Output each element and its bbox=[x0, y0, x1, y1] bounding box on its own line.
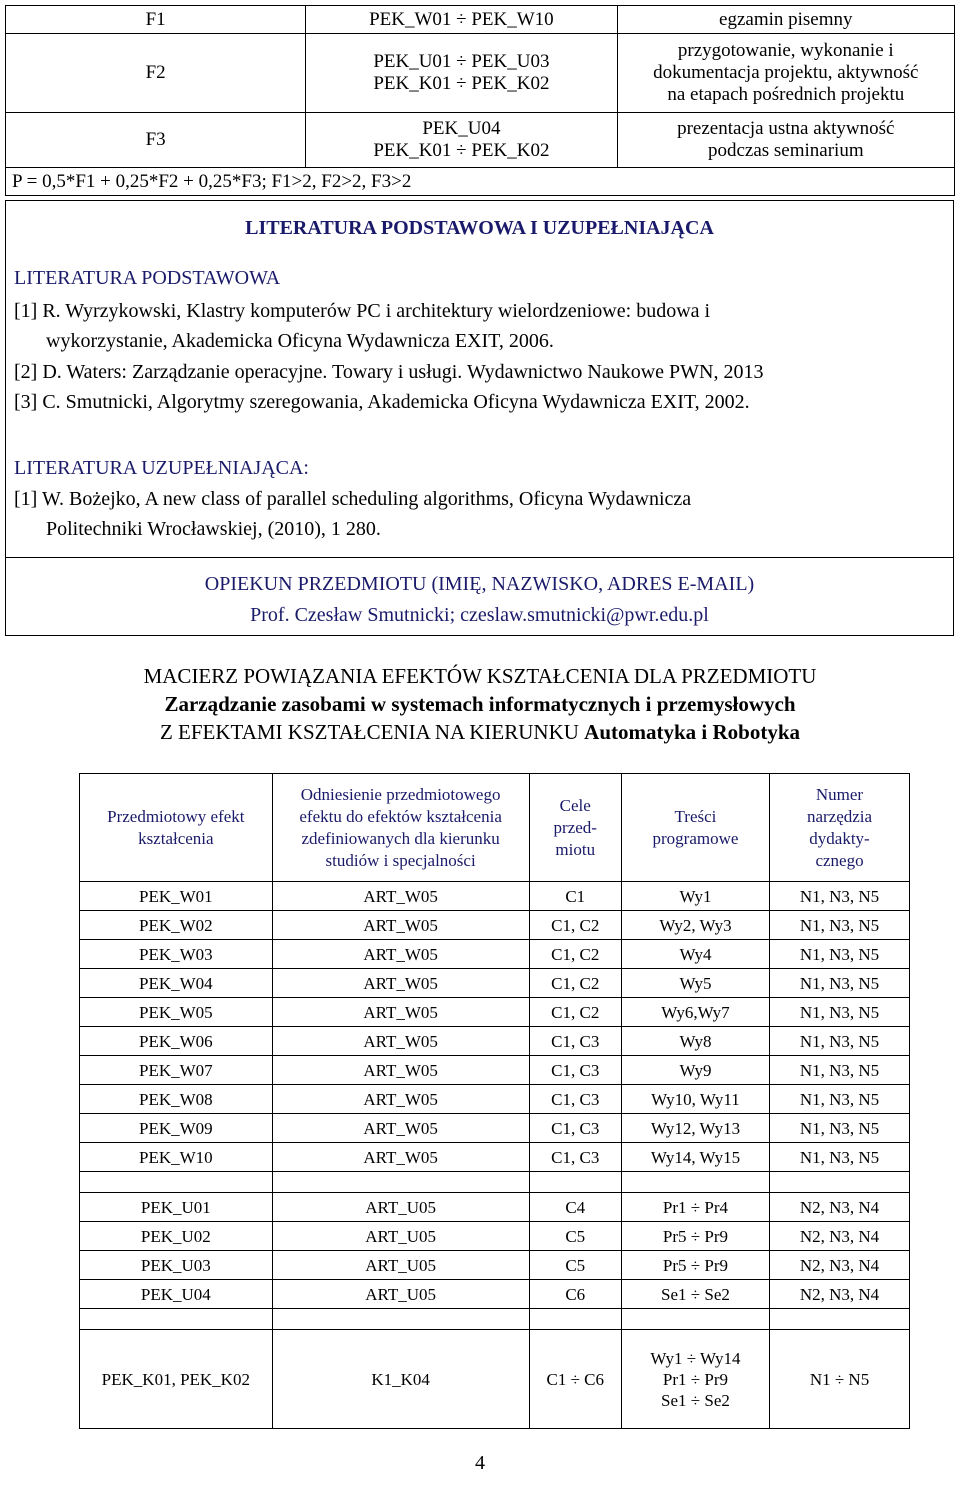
grading-method: przygotowanie, wykonanie i dokumentacja projektu, aktywność na etapach pośrednich projektu bbox=[617, 34, 954, 113]
literature-item: [1] R. Wyrzykowski, Klastry komputerów PC i architektury wielordzeniowe: budowa i wykorzystanie, Akademicka Oficyna Wydawnicza EXIT, 2006. bbox=[14, 300, 711, 352]
basic-literature-title: LITERATURA PODSTAWOWA bbox=[14, 267, 281, 289]
table-cell: C1, C3 bbox=[529, 1056, 621, 1085]
grading-label: F2 bbox=[6, 34, 306, 113]
table-cell: C1 bbox=[529, 882, 621, 911]
table-row bbox=[80, 940, 910, 969]
table-cell: N1, N3, N5 bbox=[770, 911, 910, 940]
table-row bbox=[80, 969, 910, 998]
supplementary-literature-title: LITERATURA UZUPEŁNIAJĄCA: bbox=[14, 457, 309, 479]
table-row bbox=[80, 1085, 910, 1114]
table-cell: PEK_W06 bbox=[80, 1027, 273, 1056]
table-cell: PEK_W04 bbox=[80, 969, 273, 998]
literature-item: [2] D. Waters: Zarządzanie operacyjne. Towary i usługi. Wydawnictwo Naukowe PWN, 2013 bbox=[14, 361, 764, 383]
table-cell: N1 ÷ N5 bbox=[770, 1330, 910, 1429]
grading-row bbox=[6, 6, 955, 34]
table-cell: Wy8 bbox=[621, 1027, 769, 1056]
matrix-title: MACIERZ POWIĄZANIA EFEKTÓW KSZTAŁCENIA DLA PRZEDMIOTU bbox=[143, 664, 817, 688]
table-cell: N1, N3, N5 bbox=[770, 882, 910, 911]
divider bbox=[6, 557, 953, 558]
table-cell: N1, N3, N5 bbox=[770, 998, 910, 1027]
table-cell: PEK_W05 bbox=[80, 998, 273, 1027]
table-cell: Wy10, Wy11 bbox=[621, 1085, 769, 1114]
table-cell: C1, C3 bbox=[529, 1114, 621, 1143]
table-cell: Wy2, Wy3 bbox=[621, 911, 769, 940]
literature-title: LITERATURA PODSTAWOWA I UZUPEŁNIAJĄCA bbox=[245, 217, 714, 239]
spacer-row bbox=[80, 1172, 910, 1193]
table-cell: ART_U05 bbox=[272, 1251, 529, 1280]
table-cell: Wy6,Wy7 bbox=[621, 998, 769, 1027]
table-cell: N2, N3, N4 bbox=[770, 1251, 910, 1280]
column-header: Numer narzędzia dydakty- cznego bbox=[770, 774, 910, 882]
guardian-title: OPIEKUN PRZEDMIOTU (IMIĘ, NAZWISKO, ADRES E-MAIL) bbox=[204, 573, 755, 595]
table-cell: ART_W05 bbox=[272, 940, 529, 969]
table-cell: Pr5 ÷ Pr9 bbox=[621, 1222, 769, 1251]
table-cell: N1, N3, N5 bbox=[770, 1143, 910, 1172]
grading-row bbox=[6, 34, 955, 113]
table-cell: ART_W05 bbox=[272, 1143, 529, 1172]
table-cell: PEK_W01 bbox=[80, 882, 273, 911]
table-cell: ART_W05 bbox=[272, 911, 529, 940]
column-header: Treści programowe bbox=[621, 774, 769, 882]
table-cell: C1, C2 bbox=[529, 969, 621, 998]
table-row bbox=[80, 1193, 910, 1222]
matrix-header-row bbox=[80, 774, 910, 882]
course-name: Zarządzanie zasobami w systemach informatycznych i przemysłowych bbox=[164, 692, 796, 716]
table-cell: C1, C2 bbox=[529, 940, 621, 969]
table-cell: Wy4 bbox=[621, 940, 769, 969]
table-cell: C5 bbox=[529, 1222, 621, 1251]
effects-matrix-table bbox=[79, 773, 910, 1429]
table-cell: C1, C3 bbox=[529, 1085, 621, 1114]
table-row bbox=[80, 1280, 910, 1309]
guardian-contact: Prof. Czesław Smutnicki; czeslaw.smutnicki@pwr.edu.pl bbox=[250, 604, 709, 626]
table-cell: K1_K04 bbox=[272, 1330, 529, 1429]
table-cell: PEK_U02 bbox=[80, 1222, 273, 1251]
table-cell: PEK_W08 bbox=[80, 1085, 273, 1114]
table-cell: ART_W05 bbox=[272, 1056, 529, 1085]
table-cell: PEK_K01, PEK_K02 bbox=[80, 1330, 273, 1429]
table-cell: PEK_U04 bbox=[80, 1280, 273, 1309]
table-row bbox=[80, 998, 910, 1027]
table-cell: N1, N3, N5 bbox=[770, 969, 910, 998]
table-cell: ART_W05 bbox=[272, 969, 529, 998]
table-cell: ART_U05 bbox=[272, 1280, 529, 1309]
table-cell: Wy12, Wy13 bbox=[621, 1114, 769, 1143]
table-cell: Wy5 bbox=[621, 969, 769, 998]
grading-formula: P = 0,5*F1 + 0,25*F2 + 0,25*F3; F1>2, F2>2, F3>2 bbox=[6, 168, 955, 196]
page-number: 4 bbox=[475, 1452, 485, 1474]
table-cell: Pr1 ÷ Pr4 bbox=[621, 1193, 769, 1222]
table-cell: ART_U05 bbox=[272, 1193, 529, 1222]
table-cell: ART_W05 bbox=[272, 1114, 529, 1143]
table-cell: PEK_U03 bbox=[80, 1251, 273, 1280]
table-row bbox=[80, 1056, 910, 1085]
table-cell: N1, N3, N5 bbox=[770, 940, 910, 969]
table-cell: Wy9 bbox=[621, 1056, 769, 1085]
table-cell: C5 bbox=[529, 1251, 621, 1280]
field-of-study: Z EFEKTAMI KSZTAŁCENIA NA KIERUNKU Automatyka i Robotyka bbox=[159, 720, 801, 744]
grading-method: egzamin pisemny bbox=[617, 6, 954, 34]
literature-section bbox=[5, 200, 954, 636]
table-cell: C4 bbox=[529, 1193, 621, 1222]
spacer-row bbox=[80, 1309, 910, 1330]
grading-method: prezentacja ustna aktywność podczas seminarium bbox=[617, 113, 954, 168]
table-cell: ART_W05 bbox=[272, 1027, 529, 1056]
table-cell: C1, C2 bbox=[529, 911, 621, 940]
table-cell: Wy1 bbox=[621, 882, 769, 911]
table-cell: C1, C3 bbox=[529, 1027, 621, 1056]
table-cell: ART_W05 bbox=[272, 1085, 529, 1114]
table-cell: PEK_U01 bbox=[80, 1193, 273, 1222]
knowledge-rows bbox=[80, 882, 910, 1172]
grading-table bbox=[5, 5, 955, 196]
table-cell: PEK_W09 bbox=[80, 1114, 273, 1143]
table-cell: PEK_W10 bbox=[80, 1143, 273, 1172]
table-cell: N2, N3, N4 bbox=[770, 1193, 910, 1222]
table-cell: C6 bbox=[529, 1280, 621, 1309]
table-cell: N1, N3, N5 bbox=[770, 1027, 910, 1056]
table-cell: PEK_W07 bbox=[80, 1056, 273, 1085]
table-cell: N1, N3, N5 bbox=[770, 1085, 910, 1114]
grading-label: F3 bbox=[6, 113, 306, 168]
literature-item: [1] W. Bożejko, A new class of parallel scheduling algorithms, Oficyna Wydawnicza Politechniki Wrocławskiej, (2010), 1 280. bbox=[14, 488, 692, 540]
table-cell: ART_W05 bbox=[272, 882, 529, 911]
grading-label: F1 bbox=[6, 6, 306, 34]
grading-formula-row bbox=[6, 168, 955, 196]
literature-item: [3] C. Smutnicki, Algorytmy szeregowania, Akademicka Oficyna Wydawnicza EXIT, 2002. bbox=[14, 391, 750, 413]
column-header: Odniesienie przedmiotowego efektu do efektów kształcenia zdefiniowanych dla kierunku studiów i specjalności bbox=[272, 774, 529, 882]
grading-effects: PEK_W01 ÷ PEK_W10 bbox=[306, 6, 617, 34]
table-cell: N2, N3, N4 bbox=[770, 1280, 910, 1309]
table-row bbox=[80, 1222, 910, 1251]
table-cell: PEK_W03 bbox=[80, 940, 273, 969]
column-header: Cele przed- miotu bbox=[529, 774, 621, 882]
table-row bbox=[80, 911, 910, 940]
table-row bbox=[80, 1251, 910, 1280]
table-cell: Wy1 ÷ Wy14 Pr1 ÷ Pr9 Se1 ÷ Se2 bbox=[621, 1330, 769, 1429]
table-cell: N2, N3, N4 bbox=[770, 1222, 910, 1251]
grading-effects: PEK_U04 PEK_K01 ÷ PEK_K02 bbox=[306, 113, 617, 168]
table-cell: ART_U05 bbox=[272, 1222, 529, 1251]
table-cell: C1, C3 bbox=[529, 1143, 621, 1172]
table-row bbox=[80, 1330, 910, 1429]
grading-row bbox=[6, 113, 955, 168]
table-cell: Wy14, Wy15 bbox=[621, 1143, 769, 1172]
column-header: Przedmiotowy efekt kształcenia bbox=[80, 774, 273, 882]
table-row bbox=[80, 1114, 910, 1143]
table-cell: C1 ÷ C6 bbox=[529, 1330, 621, 1429]
table-row bbox=[80, 882, 910, 911]
grading-effects: PEK_U01 ÷ PEK_U03 PEK_K01 ÷ PEK_K02 bbox=[306, 34, 617, 113]
table-cell: Pr5 ÷ Pr9 bbox=[621, 1251, 769, 1280]
table-cell: ART_W05 bbox=[272, 998, 529, 1027]
table-cell: PEK_W02 bbox=[80, 911, 273, 940]
table-cell: Se1 ÷ Se2 bbox=[621, 1280, 769, 1309]
table-cell: N1, N3, N5 bbox=[770, 1056, 910, 1085]
skills-rows bbox=[80, 1193, 910, 1309]
table-cell: N1, N3, N5 bbox=[770, 1114, 910, 1143]
table-row bbox=[80, 1143, 910, 1172]
table-cell: C1, C2 bbox=[529, 998, 621, 1027]
table-row bbox=[80, 1027, 910, 1056]
